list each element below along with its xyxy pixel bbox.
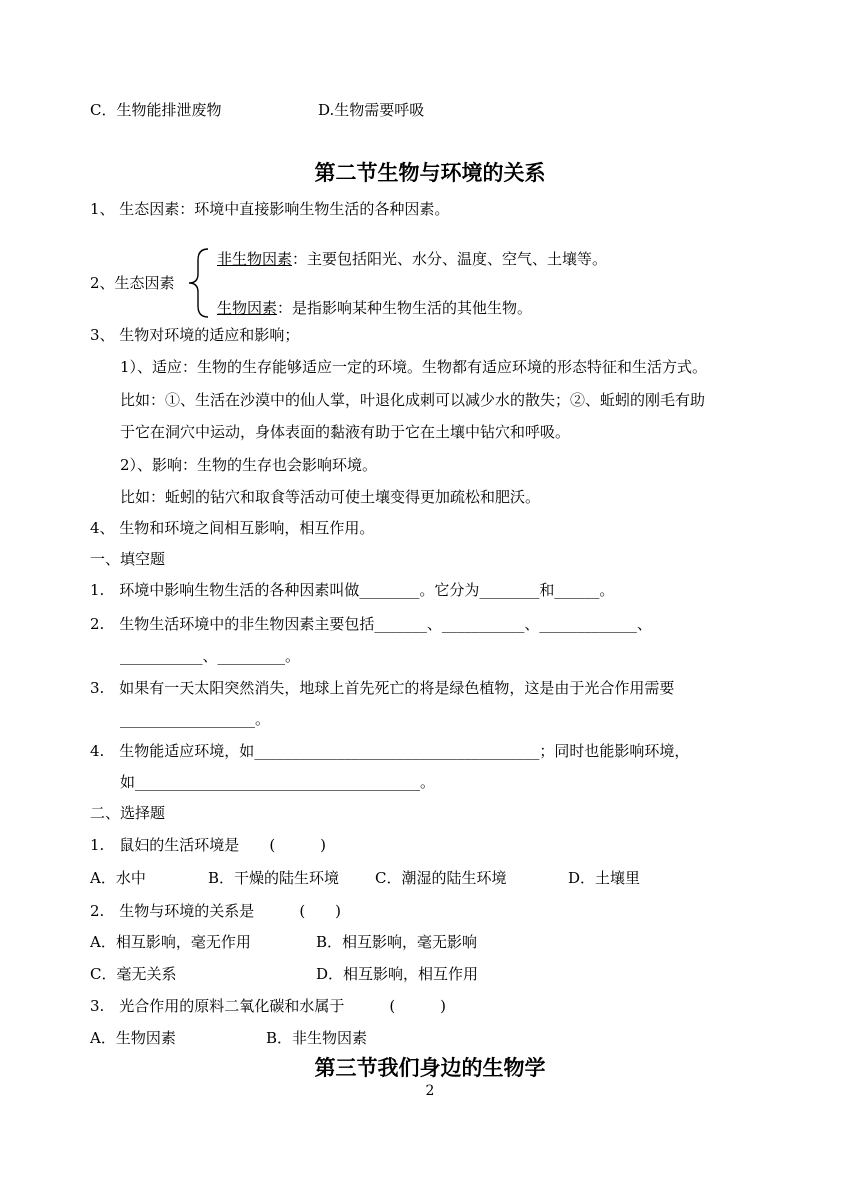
point-3-2: 2）、影响：生物的生存也会影响环境。 (120, 456, 378, 474)
point-3: 3、 生物对环境的适应和影响； (90, 326, 300, 344)
option-d: D.生物需要呼吸 (318, 101, 425, 119)
point-3-1-example-b: 于它在洞穴中运动，身体表面的黏液有助于它在土壤中钻穴和呼吸。 (120, 423, 571, 441)
point-2-label: 2、生态因素 (90, 274, 175, 292)
choice-q3-option-b: B．非生物因素 (266, 1029, 368, 1047)
choice-q2-option-b: B．相互影响，毫无影响 (316, 933, 478, 951)
point-3-1-example-a: 比如：①、生活在沙漠中的仙人掌，叶退化成刺可以减少水的散失；②、蚯蚓的刚毛有助 (120, 391, 706, 409)
fill-q2-cont: ___________、_________。 (120, 647, 301, 665)
fill-q4: 4. 生物能适应环境，如______________________________________；同时也能影响环境， (90, 742, 690, 760)
choice-q3-option-a: A．生物因素 (90, 1029, 176, 1047)
choice-q2: 2. 生物与环境的关系是 ( ) (90, 902, 342, 920)
choice-q2-option-d: D．相互影响，相互作用 (316, 965, 479, 983)
option-c: C．生物能排泄废物 (90, 101, 222, 119)
section-3-title: 第三节我们身边的生物学 (314, 1055, 546, 1080)
bio-factor-line (217, 298, 532, 318)
nonbio-factor-line (217, 249, 607, 269)
choice-q1-option-a: A．水中 (90, 869, 146, 887)
choice-q1: 1. 鼠妇的生活环境是 ( ) (90, 836, 327, 854)
choice-q2-option-c: C．毫无关系 (90, 965, 177, 983)
choice-q3: 3. 光合作用的原料二氧化碳和水属于 ( ) (90, 997, 447, 1015)
fill-q1: 1. 环境中影响生物生活的各种因素叫做________。它分为________和______。 (90, 581, 615, 599)
choice-q2-option-a: A．相互影响，毫无作用 (90, 933, 251, 951)
choice-q1-option-d: D．土壤里 (568, 869, 641, 887)
section-2-title: 第二节生物与环境的关系 (314, 160, 546, 185)
fill-q3-cont: __________________。 (120, 710, 271, 728)
choice-q1-option-c: C．潮湿的陆生环境 (375, 869, 507, 887)
point-3-2-example: 比如：蚯蚓的钻穴和取食等活动可使土壤变得更加疏松和肥沃。 (120, 488, 541, 506)
bio-term: 生物因素 (217, 299, 278, 317)
fill-q3: 3. 如果有一天太阳突然消失，地球上首先死亡的将是绿色植物，这是由于光合作用需要 (90, 679, 675, 697)
choice-heading: 二、选择题 (90, 804, 166, 822)
bio-desc: ：是指影响某种生物生活的其他生物。 (277, 299, 533, 317)
fill-in-heading: 一、填空题 (90, 550, 166, 568)
brace-icon (186, 246, 212, 320)
fill-q4-cont: 如______________________________________。 (120, 773, 436, 791)
choice-q1-option-b: B．干燥的陆生环境 (208, 869, 340, 887)
point-1: 1、 生态因素：环境中直接影响生物生活的各种因素。 (90, 200, 450, 218)
nonbio-desc: ：主要包括阳光、水分、温度、空气、土壤等。 (292, 250, 608, 268)
point-4: 4、 生物和环境之间相互影响，相互作用。 (90, 519, 375, 537)
point-3-1: 1）、适应：生物的生存能够适应一定的环境。生物都有适应环境的形态特征和生活方式。 (120, 358, 708, 376)
nonbio-term: 非生物因素 (217, 250, 293, 268)
fill-q2: 2. 生物生活环境中的非生物因素主要包括_______、___________、_____________、 (90, 615, 652, 633)
page-number: 2 (425, 1083, 435, 1099)
